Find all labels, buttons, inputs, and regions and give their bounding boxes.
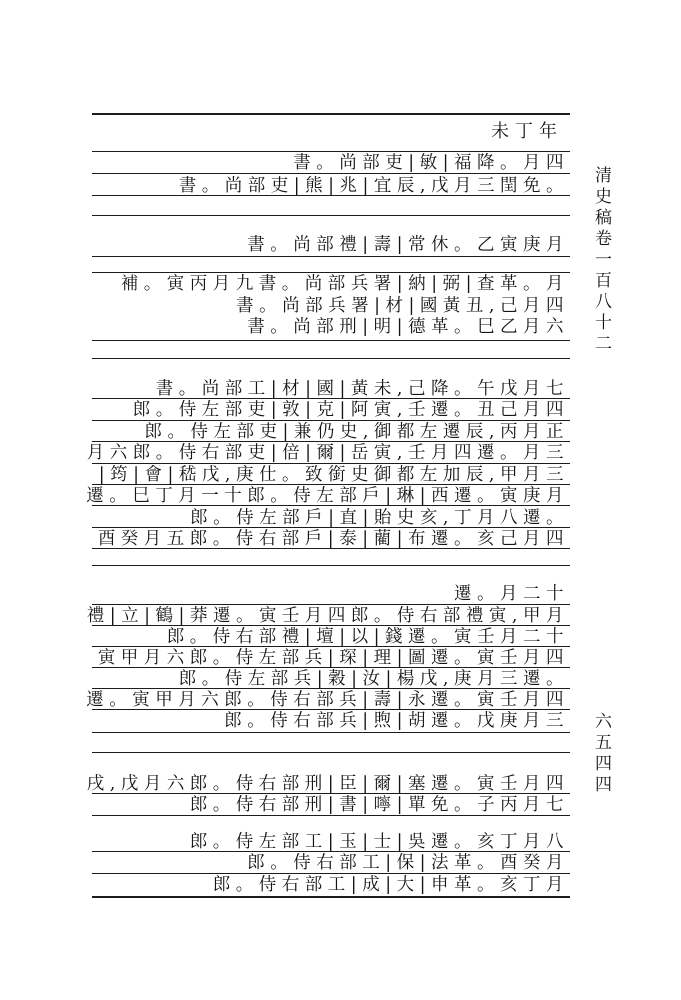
rule — [92, 527, 570, 528]
entry-row: 遷。巳丁月一十郎。侍左部戶|琳|西遷。寅庚月 — [86, 486, 569, 506]
rule — [92, 548, 570, 549]
bottom-rule — [92, 896, 570, 898]
rule — [92, 256, 570, 257]
entry-row: 補。寅丙月九書。尚部兵署|納|弼|查革。月 — [120, 274, 569, 294]
entry-row: 書。尚部兵署|材|國黃丑,己月四 — [236, 296, 569, 316]
rule — [92, 215, 570, 216]
rule — [92, 358, 570, 359]
rule — [92, 851, 570, 852]
entry-row: 酉癸月五郎。侍右部戶|泰|藺|布遷。亥己月四 — [97, 529, 569, 549]
entry-row: 月六郎。侍右部吏|倍|爾|岳寅,壬月四遷。月三 — [86, 443, 569, 463]
side-title: 清史稿卷一百八十二 — [591, 166, 611, 355]
page-number: 六五四四 — [591, 712, 611, 796]
rule — [92, 272, 570, 273]
rule — [92, 463, 570, 464]
entry-row: 書。尚部刑|明|德革。巳乙月六 — [247, 317, 569, 337]
entry-row: 書。尚部吏|敏|福降。月四 — [293, 153, 569, 173]
entry-row: 郎。侍左部戶|直|貽史亥,丁月八遷。 — [190, 508, 569, 528]
rule — [92, 340, 570, 341]
entry-row: 戌,戊月六郎。侍右部刑|臣|爾|塞遷。寅壬月四 — [86, 774, 569, 794]
rule — [92, 815, 570, 816]
rule — [92, 873, 570, 874]
entry-row: 遷。寅甲月六郎。侍右部兵|壽|永遷。寅壬月四 — [86, 690, 569, 710]
entry-row: 郎。侍左部吏|兼仍史,御都左遷辰,丙月正 — [144, 422, 569, 442]
rule — [92, 195, 570, 196]
entry-row: 書。尚部禮|壽|常休。乙寅庚月 — [247, 235, 569, 255]
entry-row: 書。尚部工|材|國|黃未,己降。午戊月七 — [155, 379, 569, 399]
rule — [92, 709, 570, 710]
rule — [92, 398, 570, 399]
rule — [92, 505, 570, 506]
entry-row: 郎。侍左部吏|敦|克|阿寅,壬遷。丑己月四 — [132, 400, 569, 420]
rule — [92, 625, 570, 626]
entry-row: 遷。月二十 — [454, 584, 569, 604]
entry-row: 寅甲月六郎。侍左部兵|琛|理|圖遷。寅壬月四 — [97, 648, 569, 668]
entry-row: 郎。侍右部刑|書|嚀|單免。子丙月七 — [189, 795, 569, 815]
entry-row: 郎。侍右部禮|壇|以|錢遷。寅壬月二十 — [166, 627, 569, 647]
entry-row: 郎。侍右部工|保|法革。酉癸月 — [247, 853, 569, 873]
year-label: 未丁年 — [491, 121, 563, 142]
entry-row: 郎。侍右部工|成|大|申革。亥丁月 — [212, 875, 569, 895]
rule — [92, 604, 570, 605]
rule — [92, 420, 570, 421]
entry-row: 書。尚部吏|熊|兆|宜辰,戊月三閏免。 — [178, 176, 569, 196]
top-rule — [92, 113, 570, 115]
rule — [92, 732, 570, 733]
entry-row: |筠|會|嵇戊,庚仕。致銜史御都左加辰,甲月三 — [98, 465, 569, 485]
rule — [92, 565, 570, 566]
rule — [92, 173, 570, 174]
entry-row: 郎。侍左部兵|穀|汝|楊戊,庚月三遷。 — [178, 669, 569, 689]
entry-row: 禮|立|鶴|莽遷。寅壬月四郎。侍右部禮寅,甲月 — [86, 606, 569, 626]
entry-row: 郎。侍右部兵|煦|胡遷。戊庚月三 — [224, 711, 569, 731]
rule — [92, 793, 570, 794]
rule — [92, 688, 570, 689]
rule — [92, 151, 570, 152]
rule — [92, 484, 570, 485]
rule — [92, 646, 570, 647]
entry-row: 郎。侍左部工|玉|士|吳遷。亥丁月八 — [189, 832, 569, 852]
rule — [92, 752, 570, 753]
rule — [92, 441, 570, 442]
rule — [92, 667, 570, 668]
